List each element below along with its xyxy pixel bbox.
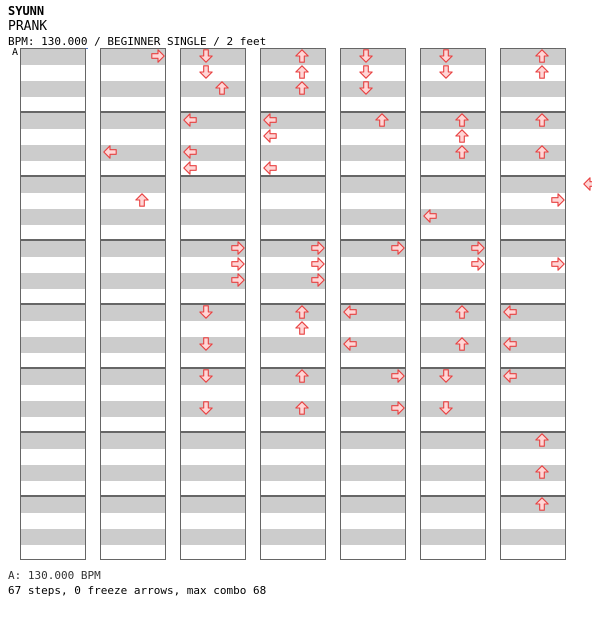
right-arrow-icon: [551, 257, 565, 271]
right-arrow-icon: [391, 401, 405, 415]
measure: [20, 304, 86, 368]
measure: [260, 48, 326, 112]
measure: [500, 432, 566, 496]
measure: [20, 240, 86, 304]
up-arrow-icon: [295, 81, 309, 95]
up-arrow-icon: [295, 369, 309, 383]
measure: [260, 176, 326, 240]
measure: [260, 432, 326, 496]
measure: [100, 304, 166, 368]
measure: [180, 496, 246, 560]
down-arrow-icon: [359, 81, 373, 95]
song-title: PRANK: [8, 19, 48, 34]
down-arrow-icon: [359, 65, 373, 79]
left-arrow-icon: [343, 305, 357, 319]
up-arrow-icon: [535, 433, 549, 447]
right-arrow-icon: [151, 49, 165, 63]
measure: [260, 496, 326, 560]
right-arrow-icon: [551, 193, 565, 207]
right-arrow-icon: [231, 241, 245, 255]
down-arrow-icon: [439, 369, 453, 383]
left-arrow-icon: [503, 369, 517, 383]
measure: [180, 432, 246, 496]
up-arrow-icon: [135, 193, 149, 207]
measure: [100, 240, 166, 304]
measure: [420, 432, 486, 496]
up-arrow-icon: [535, 49, 549, 63]
measure: [500, 240, 566, 304]
measure: [180, 176, 246, 240]
up-arrow-icon: [535, 65, 549, 79]
left-arrow-icon: [183, 113, 197, 127]
up-arrow-icon: [295, 321, 309, 335]
left-arrow-icon: [343, 337, 357, 351]
down-arrow-icon: [199, 65, 213, 79]
left-arrow-icon: [423, 209, 437, 223]
up-arrow-icon: [215, 81, 229, 95]
measure: [100, 176, 166, 240]
measure: [180, 48, 246, 112]
right-arrow-icon: [391, 369, 405, 383]
up-arrow-icon: [455, 129, 469, 143]
up-arrow-icon: [535, 465, 549, 479]
down-arrow-icon: [199, 369, 213, 383]
left-arrow-icon: [503, 337, 517, 351]
up-arrow-icon: [535, 145, 549, 159]
right-arrow-icon: [471, 257, 485, 271]
down-arrow-icon: [439, 65, 453, 79]
measure: [20, 432, 86, 496]
left-arrow-icon: [183, 161, 197, 175]
measure: [20, 496, 86, 560]
left-arrow-icon: [263, 129, 277, 143]
measure: [500, 48, 566, 112]
measure: [260, 368, 326, 432]
measure: [420, 48, 486, 112]
chart-info: BPM: 130.000 / BEGINNER SINGLE / 2 feet: [8, 35, 267, 48]
down-arrow-icon: [199, 305, 213, 319]
right-arrow-icon: [311, 241, 325, 255]
right-arrow-icon: [231, 273, 245, 287]
up-arrow-icon: [535, 113, 549, 127]
measure: [20, 112, 86, 176]
bpm-note: A: 130.000 BPM: [8, 569, 101, 582]
measure: [100, 432, 166, 496]
down-arrow-icon: [199, 401, 213, 415]
down-arrow-icon: [199, 337, 213, 351]
up-arrow-icon: [455, 145, 469, 159]
left-arrow-icon: [583, 177, 592, 191]
measure: [260, 304, 326, 368]
measure: [340, 432, 406, 496]
artist-name: SYUNN: [8, 4, 45, 18]
measure: [420, 176, 486, 240]
measure: [340, 112, 406, 176]
measure: [20, 48, 86, 112]
measure: [500, 496, 566, 560]
right-arrow-icon: [311, 257, 325, 271]
measure: [20, 176, 86, 240]
measure: [100, 112, 166, 176]
left-arrow-icon: [183, 145, 197, 159]
up-arrow-icon: [295, 65, 309, 79]
up-arrow-icon: [295, 305, 309, 319]
right-arrow-icon: [391, 241, 405, 255]
up-arrow-icon: [535, 497, 549, 511]
measure: [420, 304, 486, 368]
measure: [180, 368, 246, 432]
measure: [100, 496, 166, 560]
up-arrow-icon: [295, 49, 309, 63]
measure: [420, 496, 486, 560]
measure: [20, 368, 86, 432]
measure: [420, 112, 486, 176]
measure: [500, 176, 566, 240]
up-arrow-icon: [455, 305, 469, 319]
left-arrow-icon: [503, 305, 517, 319]
down-arrow-icon: [359, 49, 373, 63]
right-arrow-icon: [311, 273, 325, 287]
step-stats: 67 steps, 0 freeze arrows, max combo 68: [8, 584, 267, 597]
left-arrow-icon: [103, 145, 117, 159]
left-arrow-icon: [263, 113, 277, 127]
measure: [340, 496, 406, 560]
measure: [420, 368, 486, 432]
right-arrow-icon: [231, 257, 245, 271]
left-arrow-icon: [263, 161, 277, 175]
bpm-marker: A: [12, 47, 19, 58]
measure: [340, 176, 406, 240]
measure: [180, 304, 246, 368]
down-arrow-icon: [439, 401, 453, 415]
measure: [500, 112, 566, 176]
measure: [340, 48, 406, 112]
down-arrow-icon: [199, 49, 213, 63]
up-arrow-icon: [375, 113, 389, 127]
up-arrow-icon: [455, 337, 469, 351]
right-arrow-icon: [471, 241, 485, 255]
down-arrow-icon: [439, 49, 453, 63]
up-arrow-icon: [455, 113, 469, 127]
measure: [100, 368, 166, 432]
up-arrow-icon: [295, 401, 309, 415]
